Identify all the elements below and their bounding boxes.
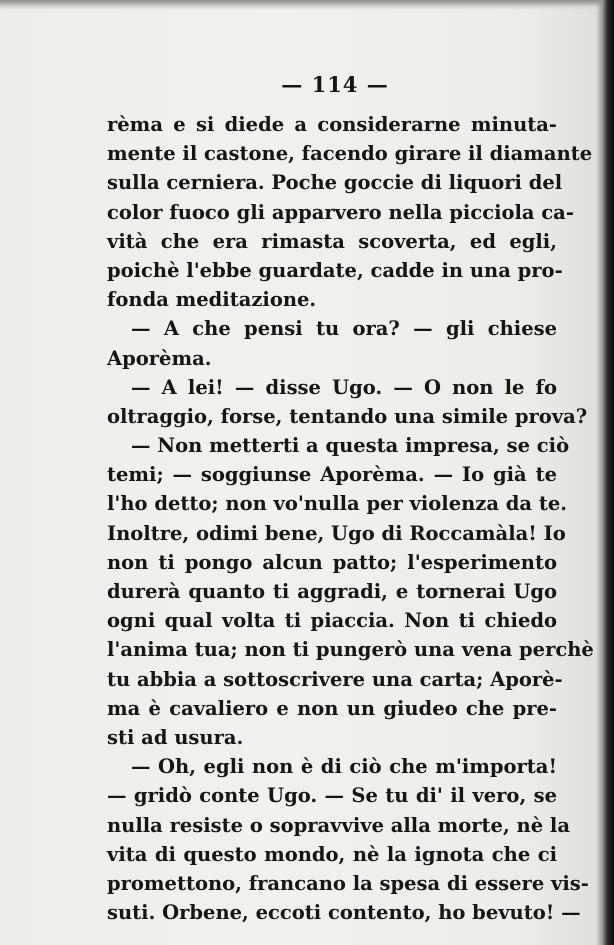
text-line: l'anima tua; non ti pungerò una vena perchè — [107, 638, 594, 662]
text-line: ogni qual volta ti piaccia. Non ti chiedo — [107, 609, 557, 633]
text-line: — gridò conte Ugo. — Se tu di' il vero, se — [107, 784, 557, 808]
text-line: vita di questo mondo, nè la ignota che ci — [107, 842, 557, 866]
text-line: sulla cerniera. Poche goccie di liquori del — [107, 171, 563, 195]
text-line: color fuoco gli apparvero nella picciola ca- — [107, 200, 574, 224]
text-line: rèma e si diede a considerarne minuta- — [107, 113, 557, 136]
text-line: l'ho detto; non vo'nulla per violenza da te. — [107, 492, 568, 516]
text-line: suti. Orbene, eccoti contento, ho bevuto! — — [107, 901, 581, 925]
text-line: — A che pensi tu ora? — gli chiese — [131, 317, 557, 341]
page-top-edge — [0, 0, 614, 10]
text-line: — A lei! — disse Ugo. — O non le fo — [131, 375, 557, 399]
text-line: ma è cavaliero e non un giudeo che pre- — [107, 696, 557, 720]
text-line: durerà quanto ti aggradi, e tornerai Ugo — [107, 580, 557, 603]
text-line: mente il castone, facendo girare il diamante — [107, 142, 593, 166]
text-line: oltraggio, forse, tentando una simile prova? — [107, 404, 588, 428]
text-line: tu abbia a sottoscrivere una carta; Aporè- — [107, 667, 563, 691]
text-line: fonda meditazione. — [107, 288, 317, 312]
text-line: Aporèma. — [107, 346, 212, 370]
text-line: nulla resiste o sopravvive alla morte, nè la — [107, 813, 570, 837]
text-line: non ti pongo alcun patto; l'esperimento — [107, 550, 557, 574]
text-line: temi; — soggiunse Aporèma. — Io già te — [107, 463, 557, 487]
text-line: — Non metterti a questa impresa, se ciò — [131, 434, 570, 458]
page-number: — 114 — — [281, 72, 389, 97]
text-line: Inoltre, odimi bene, Ugo di Roccamàla! Io — [107, 521, 566, 545]
text-line: sti ad usura. — [107, 725, 244, 749]
body-text — [107, 110, 594, 927]
book-spine-shadow — [596, 0, 614, 945]
text-line: promettono, francano la spesa di essere vis- — [107, 871, 589, 895]
text-line: poichè l'ebbe guardate, cadde in una pro- — [107, 258, 563, 282]
text-line: vità che era rimasta scoverta, ed egli, — [107, 229, 557, 253]
text-line: — Oh, egli non è di ciò che m'importa! — [131, 755, 557, 779]
